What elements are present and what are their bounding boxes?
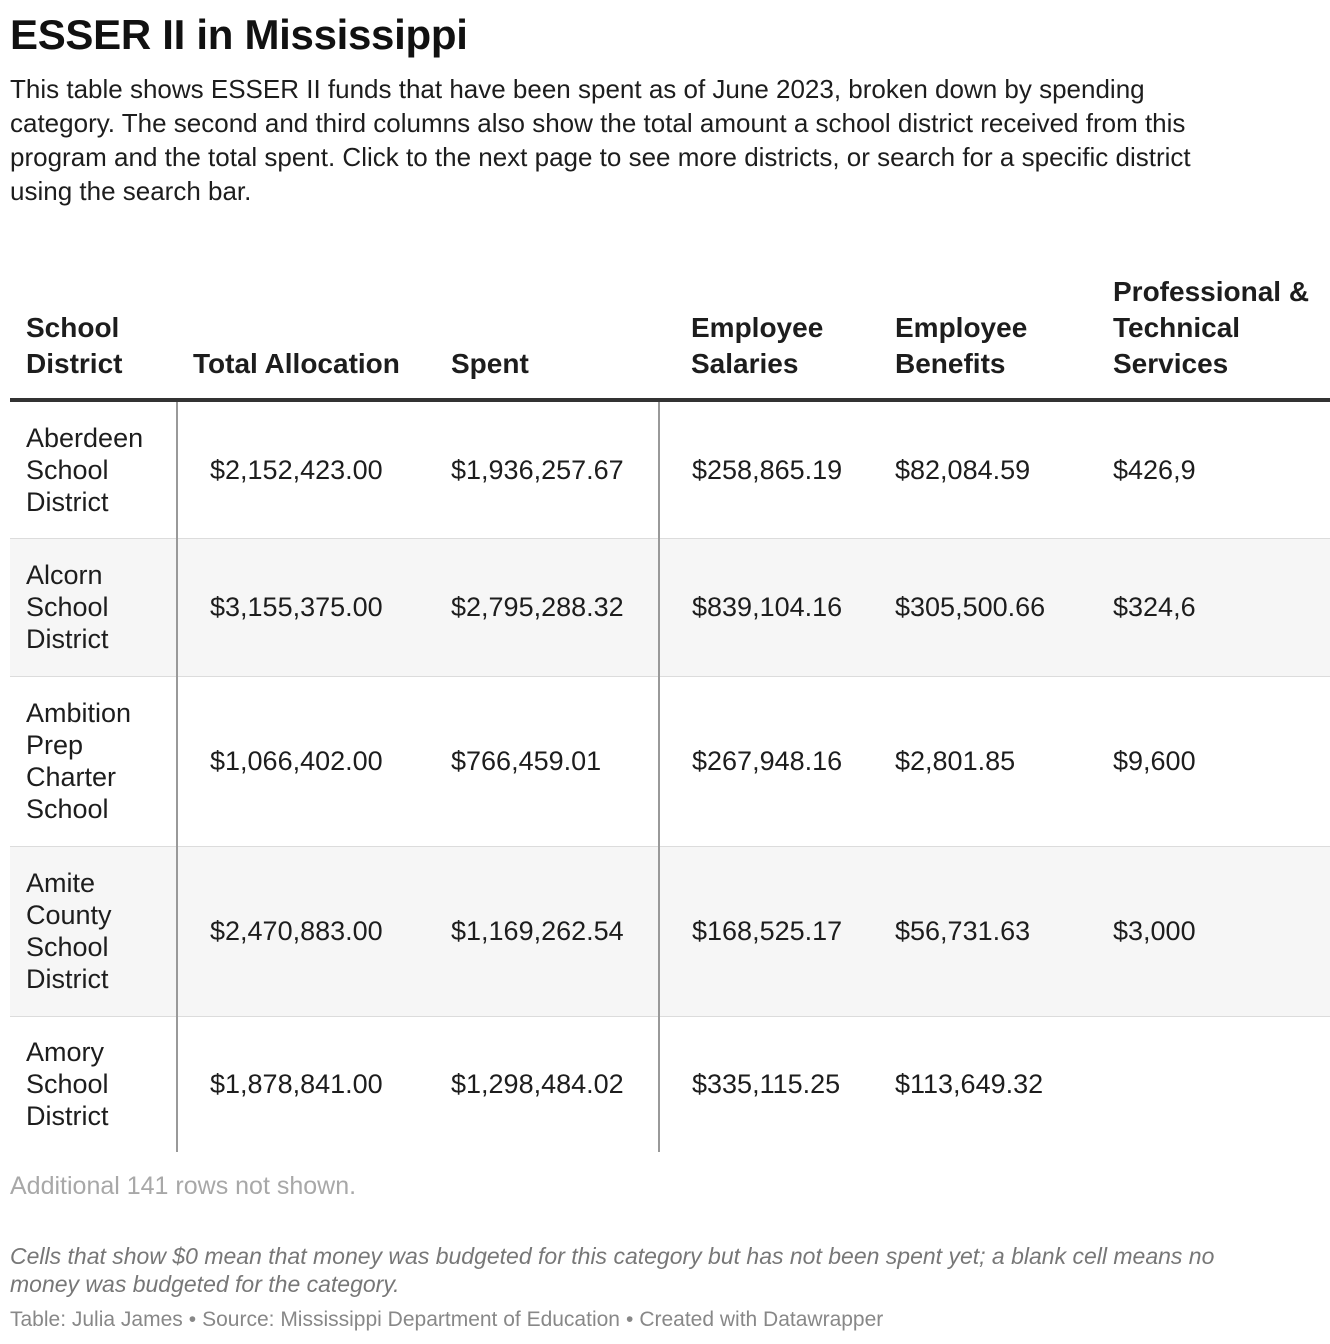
- spent-cell: $766,459.01: [419, 676, 659, 846]
- spent-cell: $1,936,257.67: [419, 400, 659, 538]
- total-allocation-cell: $1,878,841.00: [210, 1069, 383, 1100]
- district-name-cell: Aberdeen School District: [10, 400, 177, 538]
- spent-cell: $2,795,288.32: [419, 538, 659, 676]
- professional-services-cell: $9,600: [1113, 746, 1196, 776]
- table-row: [10, 400, 1330, 538]
- separator: •: [625, 1308, 634, 1331]
- column-header[interactable]: Employee Salaries: [659, 270, 879, 400]
- spent-cell: $1,298,484.02: [419, 1016, 659, 1152]
- credits-line: [10, 1306, 1220, 1334]
- district-name-cell: Ambition Prep Charter School: [10, 676, 177, 846]
- employee-benefits-cell: $2,801.85: [895, 746, 1016, 776]
- professional-services-cell: $324,6: [1113, 592, 1196, 622]
- employee-benefits-cell: $305,500.66: [895, 592, 1046, 622]
- employee-salaries-cell: $839,104.16: [692, 592, 843, 622]
- district-name-cell: Amite County School District: [10, 846, 177, 1016]
- byline: Table: Julia James: [10, 1308, 183, 1331]
- column-header[interactable]: Employee Benefits: [879, 270, 1097, 400]
- separator: •: [188, 1308, 197, 1331]
- district-name-cell: Amory School District: [10, 1016, 177, 1152]
- total-allocation-cell: $2,152,423.00: [210, 454, 383, 485]
- employee-salaries-cell: $335,115.25: [692, 1069, 841, 1100]
- professional-services-cell: $3,000: [1113, 916, 1196, 946]
- table-row: [10, 846, 1330, 1016]
- table-header-row: [10, 270, 1330, 400]
- employee-salaries-cell: $267,948.16: [692, 746, 843, 776]
- source-text: Source: Mississippi Department of Education: [202, 1308, 620, 1331]
- spent-cell: $1,169,262.54: [419, 846, 659, 1016]
- chart-description: This table shows ESSER II funds that have been spent as of June 2023, broken down by spending category. The second and third columns also show the total amount a school district received from this program and the total spent. Click to the next page to see more districts, or search for a specific district using the search bar.: [10, 74, 1191, 206]
- employee-benefits-cell: $82,084.59: [895, 454, 1031, 485]
- employee-benefits-cell: $56,731.63: [895, 916, 1031, 946]
- column-header[interactable]: Spent: [419, 270, 659, 400]
- column-header[interactable]: School District: [10, 270, 177, 400]
- table-row: [10, 1016, 1330, 1152]
- table-row: [10, 538, 1330, 676]
- employee-salaries-cell: $168,525.17: [692, 916, 843, 946]
- rows-not-shown-text: Additional 141 rows not shown.: [10, 1172, 357, 1200]
- datawrapper-link[interactable]: Created with Datawrapper: [639, 1308, 884, 1331]
- employee-benefits-cell: $113,649.32: [895, 1069, 1044, 1100]
- chart-footer: [10, 1168, 1220, 1334]
- total-allocation-cell: $2,470,883.00: [210, 916, 383, 946]
- total-allocation-cell: $3,155,375.00: [210, 592, 383, 622]
- total-allocation-cell: $1,066,402.00: [210, 746, 383, 776]
- column-header[interactable]: Total Allocation: [177, 270, 419, 400]
- column-header[interactable]: Professional & Technical Services: [1097, 270, 1330, 400]
- district-name-cell: Alcorn School District: [10, 538, 177, 676]
- chart-container: [10, 0, 1310, 1331]
- data-table-viewport[interactable]: [10, 270, 1310, 1152]
- data-table: [10, 270, 1330, 1152]
- employee-salaries-cell: $258,865.19: [692, 454, 843, 485]
- chart-title: ESSER II in Mississippi: [10, 11, 468, 58]
- footnote: Cells that show $0 mean that money was budgeted for this category but has not been spent yet; a blank cell means no money was budgeted for the category.: [10, 1243, 1215, 1297]
- professional-services-cell: $426,9: [1113, 454, 1196, 485]
- professional-services-cell: [1097, 1016, 1330, 1152]
- table-row: [10, 676, 1330, 846]
